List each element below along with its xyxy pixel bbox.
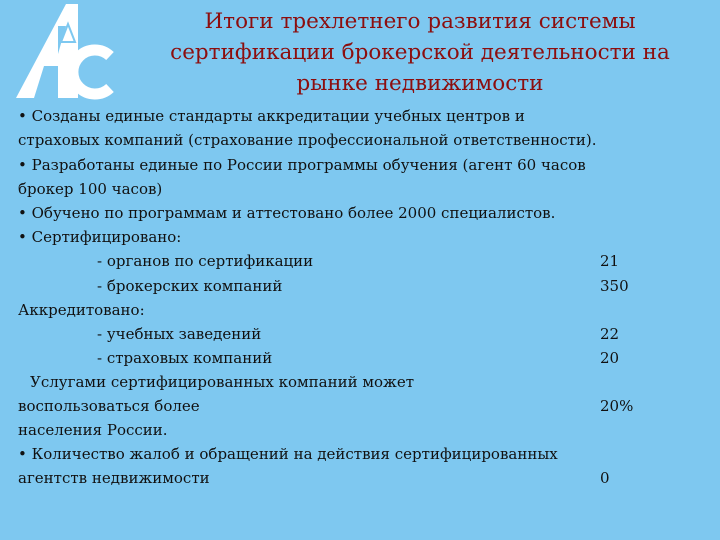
title-line: сертификации брокерской деятельности на xyxy=(170,40,670,65)
acc-schools-label: - учебных заведений xyxy=(97,325,262,343)
bullet-complaints: • Количество жалоб и обращений на действия сертифицированных xyxy=(18,445,558,463)
cert-brokers-value: 350 xyxy=(600,277,629,295)
bullet-trained: • Обучено по программам и аттестовано более 2000 специалистов. xyxy=(18,204,556,222)
bullet-programs-cont: брокер 100 часов) xyxy=(18,180,163,198)
bullet-standards-cont: страховых компаний (страхование профессиональной ответственности). xyxy=(18,131,597,149)
bullet-programs: • Разработаны единые по России программы обучения (агент 60 часов xyxy=(18,156,586,174)
services-line-end: населения России. xyxy=(18,421,168,439)
acc-insurers-label: - страховых компаний xyxy=(97,349,273,367)
bullet-certified: • Сертифицировано: xyxy=(18,228,182,246)
slide-title xyxy=(120,6,720,99)
bullet-standards: • Созданы единые стандарты аккредитации учебных центров и xyxy=(18,107,525,125)
title-line: рынке недвижимости xyxy=(296,71,544,96)
cert-bodies-label: - органов по сертификации xyxy=(97,252,314,270)
accredited-heading: Аккредитовано: xyxy=(18,301,145,319)
services-line: Услугами сертифицированных компаний может xyxy=(30,373,415,391)
services-line-cont: воспользоваться более xyxy=(18,397,200,415)
acc-schools-value: 22 xyxy=(600,325,620,343)
services-value: 20% xyxy=(600,397,634,415)
cert-brokers-label: - брокерских компаний xyxy=(97,277,283,295)
bullet-complaints-cont: агентств недвижимости xyxy=(18,469,210,487)
cert-bodies-value: 21 xyxy=(600,252,620,270)
title-line: Итоги трехлетнего развития системы xyxy=(204,9,636,34)
complaints-value: 0 xyxy=(600,469,610,487)
company-logo-icon xyxy=(14,2,114,102)
acc-insurers-value: 20 xyxy=(600,349,620,367)
